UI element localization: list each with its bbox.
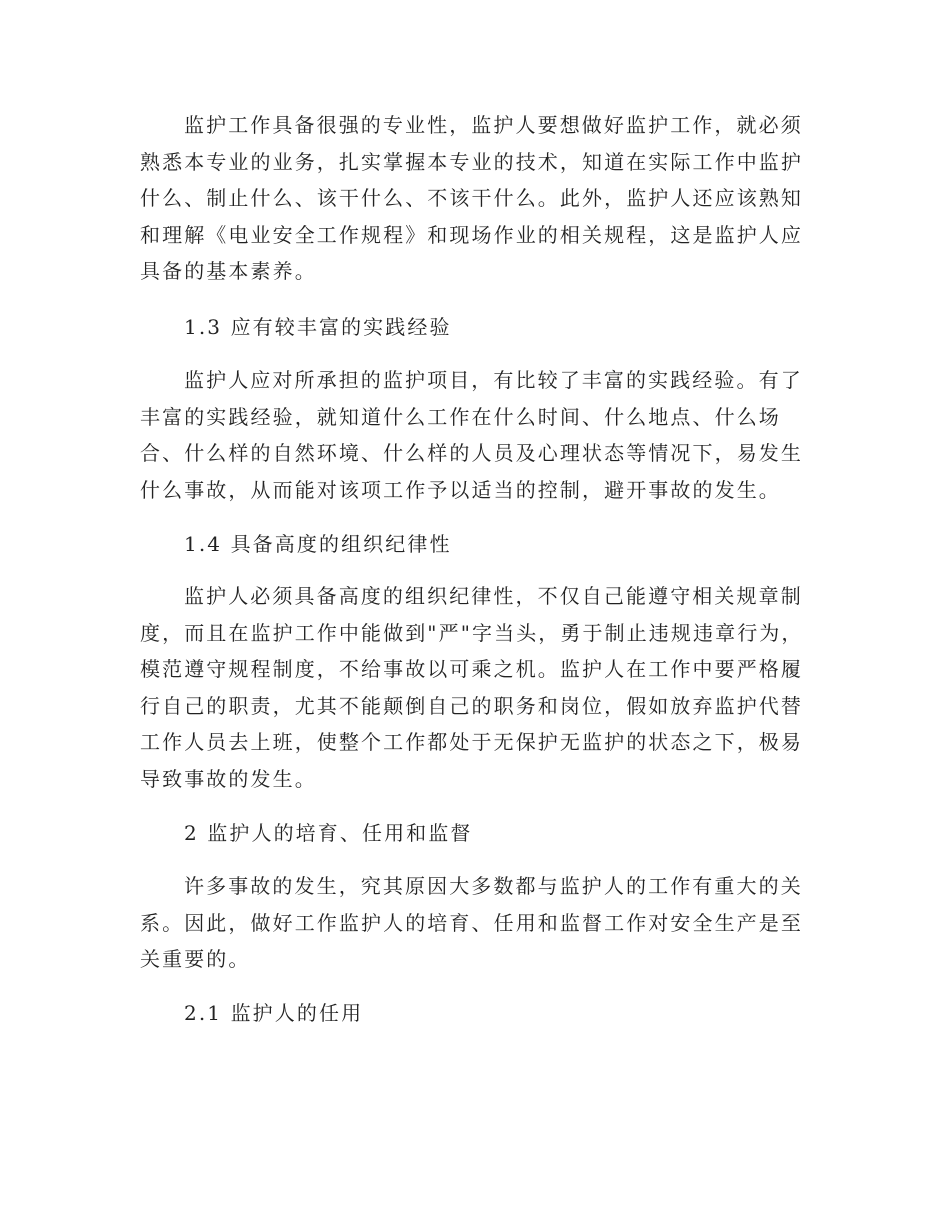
- paragraph-line: 模范遵守规程制度，不给事故以可乘之机。监护人在工作中要严格履: [140, 657, 803, 681]
- paragraph-line: 工作人员去上班，使整个工作都处于无保护无监护的状态之下，极易: [140, 730, 803, 754]
- section-heading-2-1: 2.1 监护人的任用: [184, 1001, 364, 1025]
- paragraph-line: 关重要的。: [140, 947, 251, 971]
- paragraph-line: 什么、制止什么、该干什么、不该干什么。此外，监护人还应该熟知: [140, 186, 803, 210]
- paragraph-line: 和理解《电业安全工作规程》和现场作业的相关规程，这是监护人应: [140, 222, 803, 247]
- paragraph-discipline: [140, 578, 804, 797]
- paragraph-line: 度，而且在监护工作中能做到"严"字当头，勇于制止违规违章行为，: [140, 620, 804, 645]
- paragraph-line: 导致事故的发生。: [140, 766, 317, 791]
- paragraph-line: 监护人应对所承担的监护项目，有比较了丰富的实践经验。有了: [184, 368, 803, 392]
- paragraph-line: 什么事故，从而能对该项工作予以适当的控制，避开事故的发生。: [140, 477, 781, 502]
- section-heading-2: 2 监护人的培育、任用和监督: [184, 821, 473, 845]
- paragraph-professionalism: [140, 107, 803, 290]
- paragraph-practical-experience: [140, 362, 803, 508]
- paragraph-accident-causes: [140, 868, 803, 978]
- paragraph-line: 系。因此，做好工作监护人的培育、任用和监督工作对安全生产是至: [140, 910, 803, 935]
- paragraph-line: 丰富的实践经验，就知道什么工作在什么时间、什么地点、什么场: [140, 404, 781, 429]
- paragraph-line: 熟悉本专业的业务，扎实掌握本专业的技术，知道在实际工作中监护: [140, 149, 803, 174]
- paragraph-line: 具备的基本素养。: [140, 259, 317, 283]
- section-heading-1-4: 1.4 具备高度的组织纪律性: [184, 532, 452, 556]
- paragraph-line: 合、什么样的自然环境、什么样的人员及心理状态等情况下，易发生: [140, 441, 803, 465]
- paragraph-line: 许多事故的发生，究其原因大多数都与监护人的工作有重大的关: [184, 874, 803, 898]
- paragraph-line: 监护工作具备很强的专业性，监护人要想做好监护工作，就必须: [184, 113, 803, 137]
- paragraph-line: 监护人必须具备高度的组织纪律性，不仅自己能遵守相关规章制: [184, 584, 803, 608]
- section-heading-1-3: 1.3 应有较丰富的实践经验: [184, 315, 452, 339]
- paragraph-line: 行自己的职责，尤其不能颠倒自己的职务和岗位，假如放弃监护代替: [140, 693, 803, 718]
